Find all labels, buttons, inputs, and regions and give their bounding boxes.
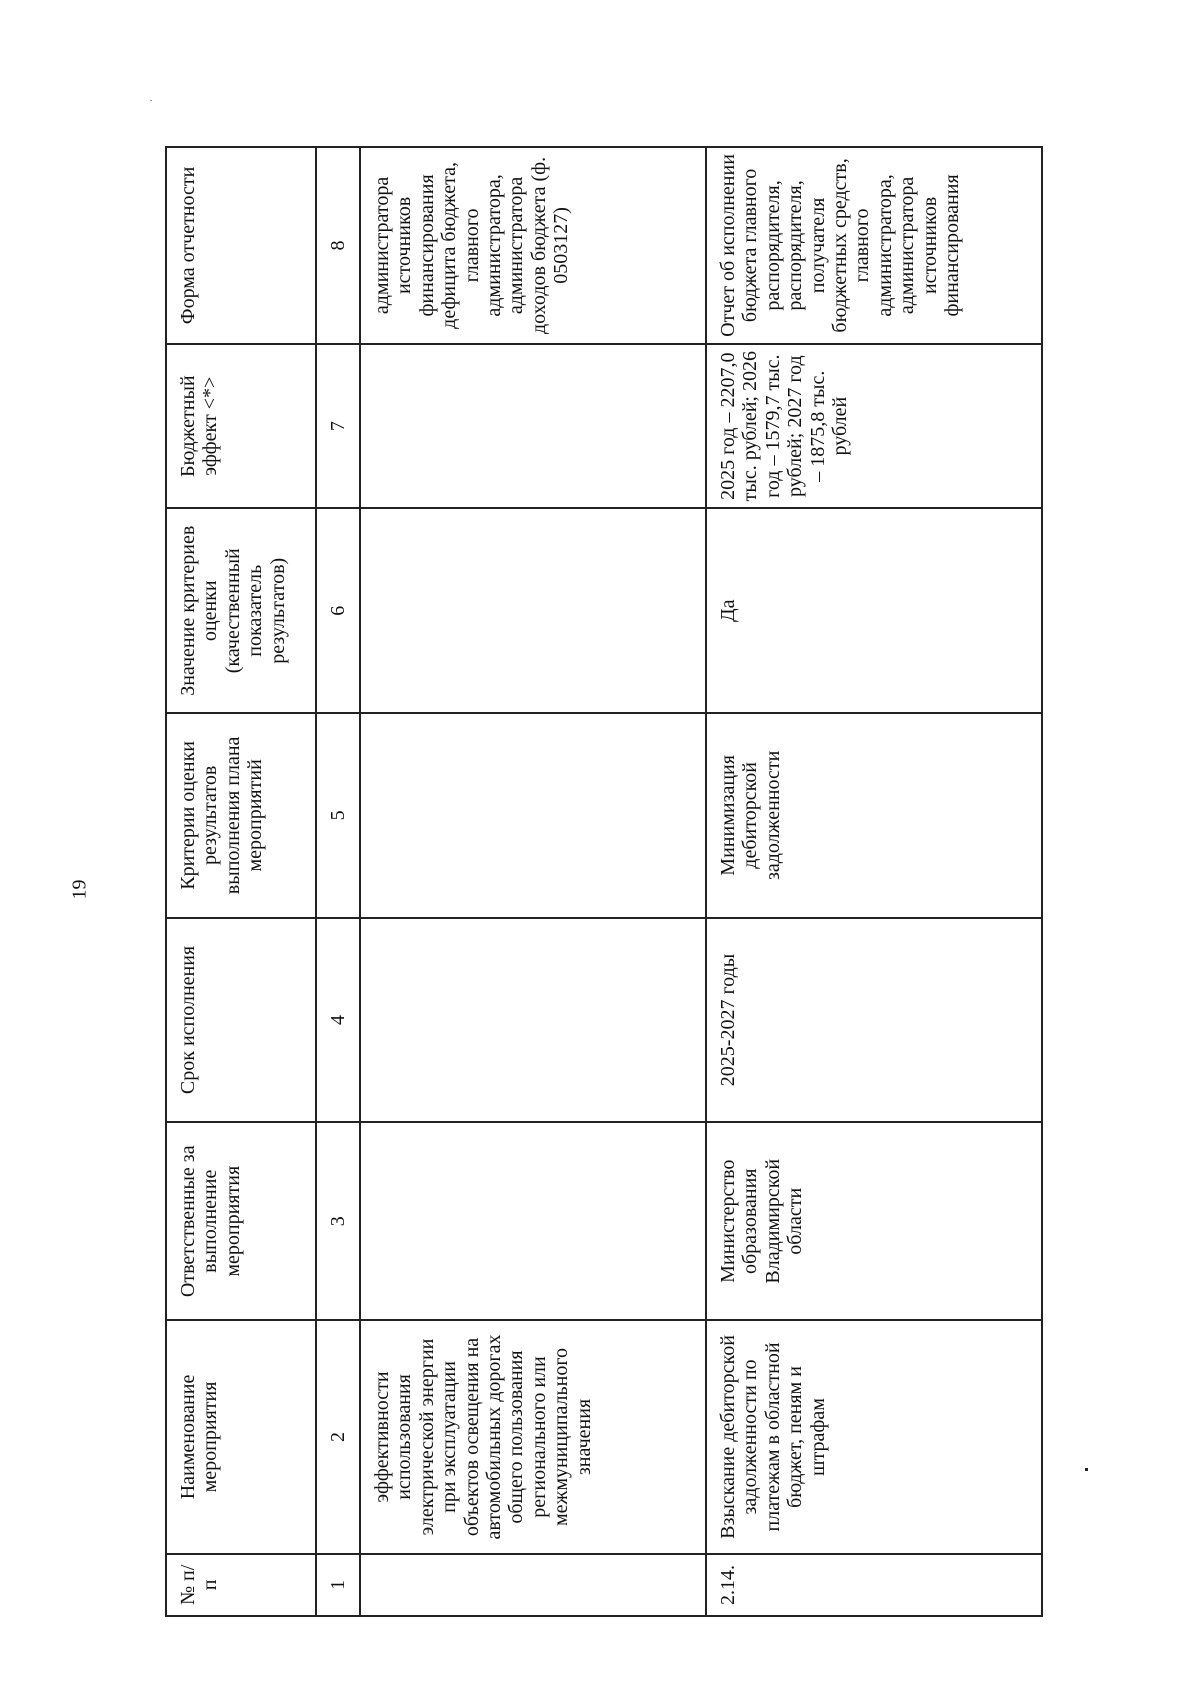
row-responsible-cell: Министерство образования Владимирской области: [706, 1122, 1042, 1320]
row-name-cell: Взыскание дебиторской задолженности по платежам в областной бюджет, пеням и штрафам: [706, 1320, 1042, 1554]
column-number: 7: [316, 344, 360, 509]
scan-speck: [1085, 1468, 1088, 1471]
measures-table: [165, 146, 1043, 1617]
column-number: 2: [316, 1320, 360, 1554]
header-cell-effect: Бюджетный эффект <*>: [166, 344, 316, 509]
row-report-cell: Отчет об исполнении бюджета главного распорядителя, распорядителя, получателя бюджетных средств, главного администратора, администратора источников финансирования: [706, 147, 1042, 344]
table-row: [706, 147, 1042, 1616]
row-effect-cell: 2025 год – 2207,0 тыс. рублей; 2026 год – 1579,7 тыс. рублей; 2027 год – 1875,8 тыс. рублей: [706, 344, 1042, 509]
column-number: 3: [316, 1122, 360, 1320]
row-deadline-cell: 2025-2027 годы: [706, 918, 1042, 1123]
row-deadline-cell: [360, 918, 706, 1123]
row-responsible-cell: [360, 1122, 706, 1320]
row-criteria-cell: [360, 713, 706, 918]
header-cell-num: № п/п: [166, 1554, 316, 1616]
column-number-row: [316, 147, 360, 1616]
rotated-table-container: [165, 146, 1127, 1617]
row-num-cell: [360, 1554, 706, 1616]
header-cell-report: Форма отчетности: [166, 147, 316, 344]
column-number: 6: [316, 508, 360, 713]
row-name-cell: эффективности использования электрической энергии при эксплуатации объектов освещения на автомобильных дорогах общего пользования регионального или межмуниципального значения: [360, 1320, 706, 1554]
column-number: 1: [316, 1554, 360, 1616]
header-cell-criteria: Критерии оценки результатов выполнения плана мероприятий: [166, 713, 316, 918]
table-row: [360, 147, 706, 1616]
row-value-cell: Да: [706, 508, 1042, 713]
header-row: [166, 147, 316, 1616]
column-number: 5: [316, 713, 360, 918]
header-cell-value: Значение критериев оценки (качественный показатель результатов): [166, 508, 316, 713]
header-cell-responsible: Ответственные за выполнение мероприятия: [166, 1122, 316, 1320]
scan-speck: [150, 100, 152, 101]
header-cell-name: Наименование мероприятия: [166, 1320, 316, 1554]
row-value-cell: [360, 508, 706, 713]
row-report-cell: администратора источников финансирования дефицита бюджета, главного администратора, администратора доходов бюджета (ф. 0503127): [360, 147, 706, 344]
column-number: 4: [316, 918, 360, 1123]
page-number: 19: [68, 879, 91, 900]
header-cell-deadline: Срок исполнения: [166, 918, 316, 1123]
row-num-cell: 2.14.: [706, 1554, 1042, 1616]
row-criteria-cell: Минимизация дебиторской задолженности: [706, 713, 1042, 918]
row-effect-cell: [360, 344, 706, 509]
column-number: 8: [316, 147, 360, 344]
